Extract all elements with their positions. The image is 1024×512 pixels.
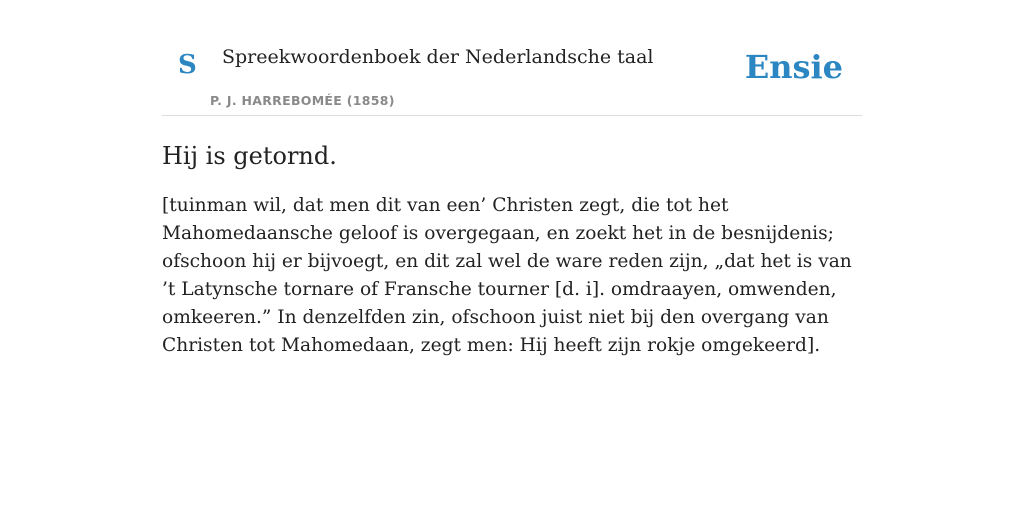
page [162, 0, 862, 360]
brand-logo[interactable]: Ensie [744, 48, 843, 86]
entry-body: [tuinman wil, dat men dit van een’ Christen zegt, die tot het Mahomedaansche geloof is overgegaan, en zoekt het in de besnijdenis; ofschoon hij er bijvoegt, en dit zal wel de ware reden zijn, „dat het is van ’t Latynsche tornare of Fransche tourner [d. i]. omdraayen, omwenden, omkeeren.” In denzelfden zin, ofschoon juist niet bij den overgang van Christen tot Mahomedaan, zegt men: Hij heeft zijn rokje omgekeerd]. [162, 194, 852, 356]
book-title-link[interactable]: Spreekwoordenboek der Nederlandsche taal [222, 46, 654, 68]
book-author: P. J. HARREBOMÉE (1858) [210, 93, 395, 108]
entry-title: Hij is getornd. [162, 142, 337, 170]
book-logo[interactable]: S [178, 50, 197, 80]
header [162, 0, 862, 116]
